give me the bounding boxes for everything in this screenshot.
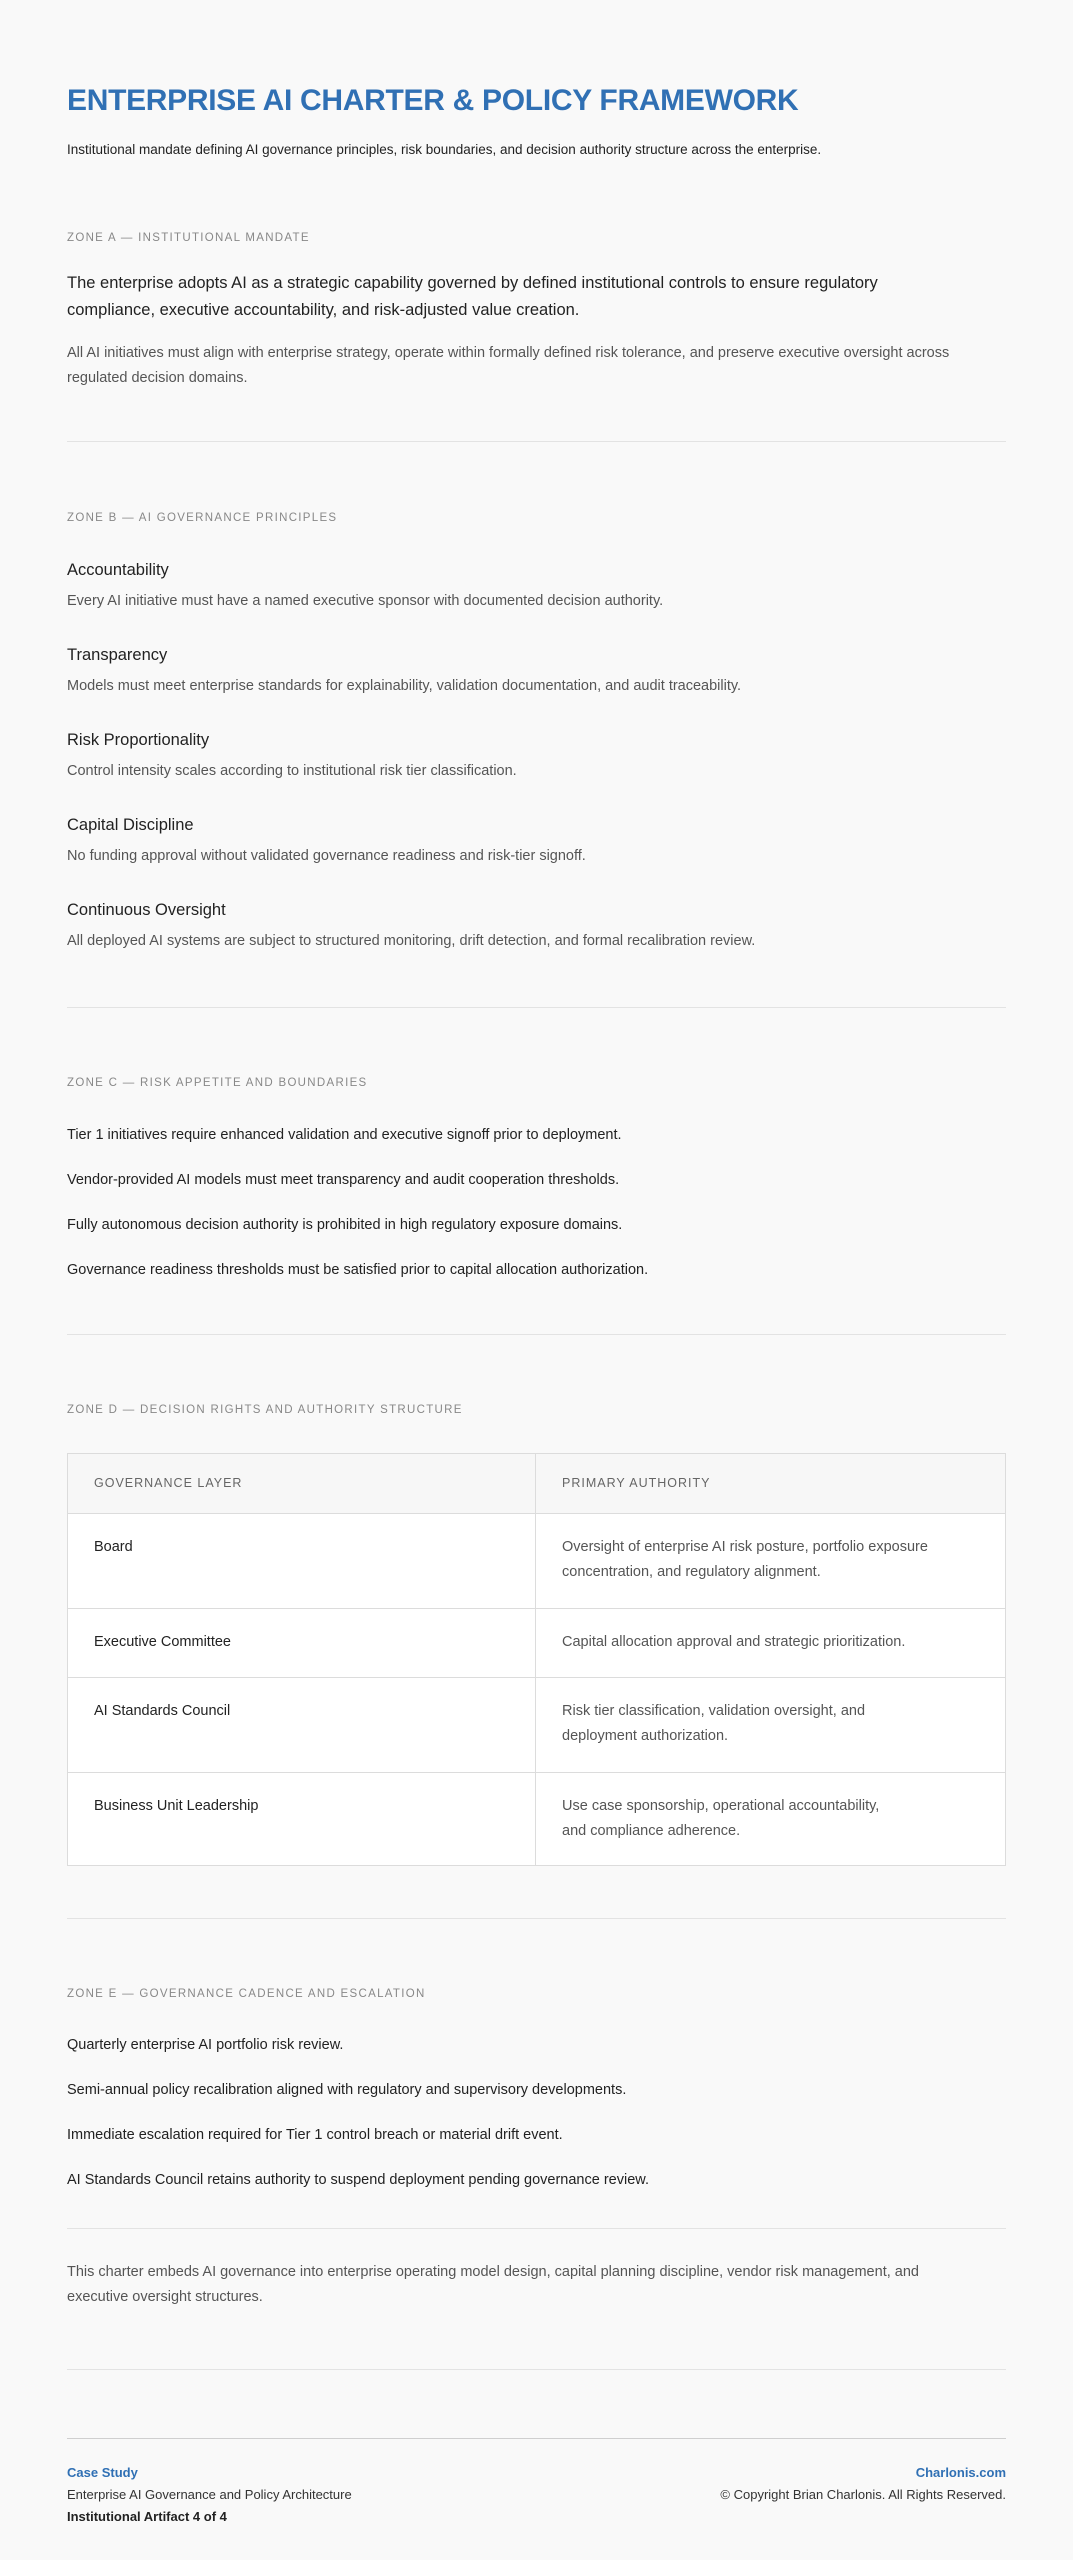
principle-desc: Models must meet enterprise standards for explainability, validation documentation, and audit traceability. [67,678,742,694]
authority-line: Use case sponsorship, operational accountability, [562,1798,880,1814]
case-study-label: Case Study [67,2465,138,2480]
column-header-layer: GOVERNANCE LAYER [68,1454,536,1513]
divider [67,2369,1006,2370]
risk-boundary-item: Tier 1 initiatives require enhanced validation and executive signoff prior to deployment. [67,1127,622,1143]
closing-statement: This charter embeds AI governance into enterprise operating model design, capital planning discipline, vendor risk management, and executive oversight structures. [67,2264,919,2305]
authority-line: deployment authorization. [562,1728,729,1744]
principle-desc: Every AI initiative must have a named executive sponsor with documented decision authority. [67,593,664,609]
principle-title: Accountability [67,561,169,579]
zone-b-label: ZONE B — AI GOVERNANCE PRINCIPLES [67,512,338,524]
zone-a-body: All AI initiatives must align with enterprise strategy, operate within formally defined risk tolerance, and preserve executive oversight across regulated decision domains. [67,345,950,386]
artifact-label: Institutional Artifact 4 of 4 [67,2509,227,2524]
site-link[interactable]: Charlonis.com [915,2465,1006,2480]
divider [67,441,1006,442]
authority-table [67,1453,1006,1866]
governance-layer-cell: Board [68,1514,536,1608]
principle-desc: Control intensity scales according to institutional risk tier classification. [67,763,517,779]
cadence-item: Immediate escalation required for Tier 1 control breach or material drift event. [67,2127,563,2143]
footer-left [67,2462,352,2528]
zone-e-label: ZONE E — GOVERNANCE CADENCE AND ESCALATION [67,1988,426,2000]
column-header-authority: PRIMARY AUTHORITY [562,1476,711,1490]
footer-right [720,2462,1006,2506]
cadence-item: AI Standards Council retains authority to suspend deployment pending governance review. [67,2172,649,2188]
cadence-item: Quarterly enterprise AI portfolio risk review. [67,2037,344,2053]
table-header-row [68,1454,1005,1513]
authority-line: Capital allocation approval and strategic prioritization. [562,1634,906,1650]
principle-title: Transparency [67,646,168,664]
authority-line: concentration, and regulatory alignment. [562,1564,821,1580]
divider [67,2228,1006,2229]
table-row [68,1513,1005,1608]
cadence-item: Semi-annual policy recalibration aligned with regulatory and supervisory developments. [67,2082,627,2098]
risk-boundary-item: Vendor-provided AI models must meet transparency and audit cooperation thresholds. [67,1172,620,1188]
authority-cell [536,1609,1005,1677]
governance-layer-cell: Executive Committee [68,1609,536,1677]
risk-boundary-item: Governance readiness thresholds must be satisfied prior to capital allocation authorization. [67,1262,649,1278]
principle-title: Capital Discipline [67,816,194,834]
copyright-text: © Copyright Brian Charlonis. All Rights Reserved. [720,2487,1006,2502]
governance-layer-cell: AI Standards Council [68,1678,536,1772]
zone-a-lead: The enterprise adopts AI as a strategic capability governed by defined institutional controls to ensure regulatory compliance, executive accountability, and risk-adjusted value creation. [67,274,878,319]
page-subtitle: Institutional mandate defining AI governance principles, risk boundaries, and decision authority structure across the enterprise. [67,142,822,157]
risk-boundary-item: Fully autonomous decision authority is prohibited in high regulatory exposure domains. [67,1217,623,1233]
zone-a-label: ZONE A — INSTITUTIONAL MANDATE [67,232,310,244]
principle-title: Continuous Oversight [67,901,226,919]
authority-cell [536,1773,1005,1865]
table-row [68,1772,1005,1865]
footer-rule [67,2438,1006,2439]
principle-desc: All deployed AI systems are subject to structured monitoring, drift detection, and formal recalibration review. [67,933,756,949]
case-study-subtitle: Enterprise AI Governance and Policy Architecture [67,2487,352,2502]
authority-line: and compliance adherence. [562,1823,741,1839]
table-row [68,1608,1005,1677]
divider [67,1007,1006,1008]
authority-line: Risk tier classification, validation oversight, and [562,1703,866,1719]
zone-d-label: ZONE D — DECISION RIGHTS AND AUTHORITY STRUCTURE [67,1404,463,1416]
authority-line: Oversight of enterprise AI risk posture, portfolio exposure [562,1539,928,1555]
divider [67,1334,1006,1335]
zone-c-label: ZONE C — RISK APPETITE AND BOUNDARIES [67,1077,368,1089]
principle-desc: No funding approval without validated governance readiness and risk-tier signoff. [67,848,586,864]
divider [67,1918,1006,1919]
authority-cell [536,1514,1005,1608]
principle-title: Risk Proportionality [67,731,210,749]
table-row [68,1677,1005,1772]
page-title: ENTERPRISE AI CHARTER & POLICY FRAMEWORK [67,84,799,117]
authority-cell [536,1678,1005,1772]
governance-layer-cell: Business Unit Leadership [68,1773,536,1865]
